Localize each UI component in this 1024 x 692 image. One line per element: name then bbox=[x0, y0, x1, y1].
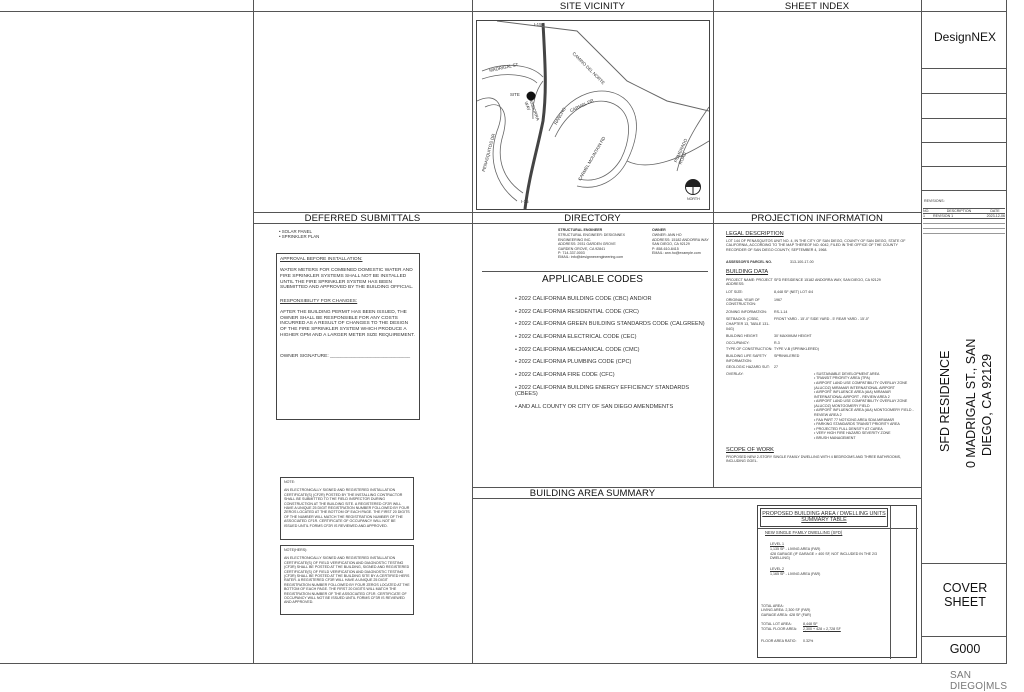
engineer-line: GARDEN GROVE, CA 92841 bbox=[558, 246, 606, 251]
company-name: DesignNEX bbox=[933, 30, 997, 44]
col-divider-3 bbox=[713, 0, 714, 487]
directory-divider bbox=[482, 271, 708, 272]
frame-right bbox=[1006, 0, 1007, 664]
engineer-line: ADDRESS: 2931 GARDEN GROVE bbox=[558, 242, 616, 247]
area-table-title-box bbox=[760, 508, 888, 527]
label-i15-top: I-15 bbox=[534, 22, 542, 27]
building-row: ORIGINAL YEAR OF CONSTRUCTION: 1967 bbox=[726, 297, 782, 307]
engineer-line: P: 714-337-0003 bbox=[558, 251, 585, 256]
directory-owner bbox=[652, 228, 710, 255]
level1-title: LEVEL 1 bbox=[770, 542, 785, 546]
owner-line: P: 858-610-8415 bbox=[652, 246, 679, 251]
area-summary-box bbox=[757, 505, 917, 658]
label-camino-del-norte: CAMINO DEL NORTE bbox=[571, 51, 606, 86]
sheet-index-header: SHEET INDEX bbox=[784, 1, 850, 12]
total-floor-value: 2,300 + 428 = 2,728 SF bbox=[803, 626, 841, 631]
projection-info bbox=[726, 231, 916, 463]
north-arrow bbox=[686, 180, 701, 187]
far-label: FLOOR AREA RATIO: bbox=[761, 639, 797, 644]
label-madrigal-st: MADRIGAL ST bbox=[488, 61, 519, 74]
project-title-block bbox=[924, 330, 1006, 470]
level1 bbox=[770, 542, 890, 561]
projection-information-header: PROJECTION INFORMATION bbox=[751, 213, 883, 224]
sheet-title-line-1: COVER bbox=[942, 581, 988, 595]
owner-title: OWNER bbox=[652, 228, 666, 232]
note2-box bbox=[280, 545, 414, 615]
deferred-item: • SPRINKLER PLAN bbox=[279, 234, 320, 240]
responsibility-title: RESPONSIBILITY FOR CHANGES: bbox=[280, 298, 358, 304]
vicinity-map-svg bbox=[477, 21, 709, 209]
legal-title: LEGAL DESCRIPTION bbox=[726, 231, 784, 237]
building-row: GEOLOGIC HAZARD SUT: 27 bbox=[726, 365, 778, 370]
mls-watermark: SAN DIEGO|MLS bbox=[950, 670, 1008, 692]
engineer-line: EMAIL: info@designnexengineering.com bbox=[558, 255, 624, 260]
level2 bbox=[770, 567, 890, 577]
approval-title: APPROVAL BEFORE INSTALLATION: bbox=[280, 257, 363, 262]
note1-box bbox=[280, 477, 414, 540]
code-item: • 2022 CALIFORNIA FIRE CODE (CFC) bbox=[515, 372, 615, 379]
rev-row-date: 2023-12-06 bbox=[986, 214, 1005, 218]
code-item: • 2022 CALIFORNIA GREEN BUILDING STANDARDS CODE (CALGREEN) bbox=[515, 321, 705, 328]
area-subtitle: NEW SINGLE FAMILY DWELLING (SFD) bbox=[765, 530, 843, 535]
rev-header-no: NO. bbox=[923, 209, 930, 213]
col-divider-1 bbox=[253, 0, 254, 664]
deferred-item: • SOLAR PANEL bbox=[279, 229, 312, 234]
engineer-title: STRUCTURAL ENGINEER bbox=[558, 228, 603, 232]
deferred-list bbox=[279, 229, 319, 240]
label-site: SITE bbox=[510, 92, 520, 97]
rev-row-no: 1 bbox=[923, 214, 925, 218]
label-north: NORTH bbox=[687, 197, 700, 201]
level2-line: 1,165 SF - LIVING AREA (FAR) bbox=[770, 572, 821, 577]
codes-list bbox=[515, 296, 711, 416]
label-pomerado-road: POMERADO ROAD bbox=[673, 137, 689, 166]
area-table-title: PROPOSED BUILDING AREA / DWELLING UNITS SUMMARY TABLE bbox=[762, 511, 886, 524]
owner-line: EMAIL: ann.ho@example.com bbox=[652, 251, 701, 256]
total-lot-label: TOTAL LOT AREA: bbox=[761, 622, 792, 627]
label-i15-bottom: I-15 bbox=[521, 199, 529, 204]
sheet-title bbox=[924, 581, 1006, 609]
owner-line: ADDRESS: 15182 ANDORRA WAY bbox=[652, 237, 709, 242]
code-item: • 2022 CALIFORNIA PLUMBING CODE (CPC) bbox=[515, 359, 632, 366]
code-item: • 2022 CALIFORNIA MECHANICAL CODE (CMC) bbox=[515, 346, 640, 353]
applicable-codes-header: APPLICABLE CODES bbox=[541, 274, 644, 285]
total-area-label: TOTAL AREA: bbox=[761, 604, 784, 608]
building-area-summary-header: BUILDING AREA SUMMARY bbox=[529, 488, 656, 499]
building-data-title: BUILDING DATA bbox=[726, 268, 769, 275]
building-row: PROJECT NAME: PROJECT ADDRESS: SFD RESIDENCE 15182 ANDORRA WAY, SAN DIEGO, CA 92129 bbox=[726, 277, 881, 287]
building-row: OCCUPANCY: R-3 bbox=[726, 340, 780, 345]
label-rancho: RANCHO bbox=[553, 106, 567, 126]
apn-value: 313-100-17-00 bbox=[790, 260, 814, 265]
code-item: • 2022 CALIFORNIA RESIDENTIAL CODE (CRC) bbox=[515, 308, 639, 315]
area-totals bbox=[761, 604, 889, 643]
living-area: LIVING AREA: 2,300 SF (FAR) bbox=[761, 608, 811, 613]
deferred-submittals-header: DEFERRED SUBMITTALS bbox=[304, 213, 421, 224]
building-row: BUILDING HEIGHT: 30' MAXIMUM HEIGHT bbox=[726, 334, 812, 339]
project-name: SFD RESIDENCE bbox=[938, 350, 952, 452]
garage-area: GARAGE AREA: 428 SF (FAR) bbox=[761, 612, 811, 617]
approval-text: WATER METERS FOR COMBINED DOMESTIC WATER AND FIRE SPRINKLER SYSTEMS SHALL NOT BE INSTALLED UNTIL THE FIRE SPRINKLER SYSTEM HAS BEEN SUBMITTED AND APPROVED BY THE BUILDING OFFICIAL. bbox=[280, 268, 414, 291]
directory-engineer bbox=[558, 228, 648, 260]
legal-text: LOT 144 OF PENASQUITOS UNIT NO. 4, IN THE CITY OF SAN DIEGO, COUNTY OF SAN DIEGO, STATE OF CALIFORNIA, ACCORDING TO THE MAP THEREOF NO. 6042, FILED IN THE OFFICE OF THE COUNTY RECORDER OF SAN DIEGO COUNTY, SEPTEMBER 4, 1968. bbox=[726, 239, 906, 252]
address-line-2: DIEGO, CA 92129 bbox=[980, 353, 994, 456]
note1-title: NOTE: bbox=[284, 480, 295, 484]
level2-title: LEVEL 2 bbox=[770, 567, 785, 571]
responsibility-text: AFTER THE BUILDING PERMIT HAS BEEN ISSUED, THE OWNER SHALL BE RESPONSIBLE FOR ANY COSTS INCURRED AS A RESULT OF CHANGES TO THE DESIGN OF THE FIRE SPRINKLER SYSTEM WHICH PRODUCE A HIGHER GPM AND A LARGER METER SIZE REQUIREMENT. bbox=[280, 310, 415, 338]
building-row: LOT SIZE: 8,448 SF (NET) LOT 4/4 bbox=[726, 290, 814, 294]
note1-text: AN ELECTRONICALLY SIGNED AND REGISTERED INSTALLATION CERTIFICATE(S) (CF2R) POSTED BY THE INSTALLING CONTRACTOR SHALL BE SUBMITTED TO THE FIELD INSPECTOR DURING CONSTRUCTION AT THE BUILDING SITE. A REGISTERED CF2R WILL HAVE A UNIQUE 25 DIGIT REGISTRATION NUMBER FOLLOWED BY FOUR ZEROS LOCATED AT THE BOTTOM OF EACH PAGE. THE FIRST 20 DIGITS OF THE NUMBER WILL MATCH THE REGISTRATION NUMBER OF THE ASSOCIATED CF1R. CERTIFICATE OF OCCUPANCY WILL NOT BE ISSUED UNTIL FORMS CF2R IS REVIEWED AND APPROVED. bbox=[284, 488, 410, 528]
note2-title: NOTE(HERS): bbox=[284, 548, 308, 552]
revisions-table bbox=[923, 208, 1005, 234]
level1-line: 428 GARAGE (IF GARAGE > 400 SF, NOT INCLUDED IN THE 2/3 DWELLING) bbox=[770, 551, 878, 561]
building-row: OVERLAY: • SUSTAINABLE DEVELOPMENT AREA • TRANSIT PRIORITY AREA (TPA) • AIRPORT LAND USE COMPATIBILITY OVERLAY ZONE (ALUCOZ) MIRAMAR INTERNATIONAL AIRPORT • AIRPORT INFLUENCE AREA (AIA) MIRAMAR INTERNATIONAL AIRPORT - REVIEW AREA 2 • AIRPORT LAND USE COMPATIBILITY OVERLAY ZONE (ALUCOZ) MONTGOMERY FIELD • AIRPORT INFLUENCE AREA (AIA) MONTGOMERY FIELD - REVIEW AREA 2 • FAA PART 77 NOTICING AREA SDIA MIRAMAR • PARKING STANDARDS TRANSIT PRIORITY AREA • PROJECTED FULL DENSITY AT CAREA • VERY HIGH FIRE HAZARD SEVERITY ZONE • BRUSH MANAGEMENT bbox=[726, 371, 914, 441]
apn-label: ASSESSOR'S PARCEL NO. bbox=[726, 260, 773, 265]
label-penasquitos-dr: PENASQUITOS DR bbox=[481, 133, 496, 173]
code-item: • 2022 CALIFORNIA BUILDING ENERGY EFFICIENCY STANDARDS (CBEES) bbox=[515, 384, 690, 397]
code-item: • 2022 CALIFORNIA ELECTRICAL CODE (CEC) bbox=[515, 334, 637, 341]
penasquitos-road bbox=[477, 98, 517, 201]
rev-header-desc: DESCRIPTION bbox=[946, 209, 972, 213]
owner-line: OWNER: ANN HO bbox=[652, 233, 682, 238]
engineer-line: STRUCTURAL ENGINEER: DESIGNNEX ENGINEERING INC. bbox=[558, 233, 625, 242]
label-carmel-mountain-rd: CARMEL MOUNTAIN RD bbox=[577, 135, 607, 182]
building-row: SETBACKS: (CSBC, CHAPTER 13, TABLE 131-04G) FRONT YARD - 15'-0" SIDE YARD - 5' REAR YARD - 15'-0" bbox=[726, 317, 870, 331]
col-divider-2 bbox=[472, 0, 473, 664]
directory-header: DIRECTORY bbox=[564, 213, 621, 224]
building-row: ZONING INFORMATION: RS-1-14 bbox=[726, 309, 788, 314]
building-row: TYPE OF CONSTRUCTION: TYPE V-B (SPRINKLERED) bbox=[726, 347, 819, 352]
code-item: • 2022 CALIFORNIA BUILDING CODE (CBC) AND/OR bbox=[515, 296, 652, 302]
code-item: • AND ALL COUNTY OR CITY OF SAN DIEGO AMENDMENTS bbox=[515, 403, 674, 410]
total-floor-label: TOTAL FLOOR AREA: bbox=[761, 626, 798, 631]
address-line-1: 0 MADRIGAL ST., SAN bbox=[964, 338, 978, 468]
scope-text: PROPOSED NEW 2-STORY SINGLE FAMILY DWELLING WITH 4 BEDROOMS AND THREE BATHROOMS, INCLUDING GGEL. bbox=[726, 454, 902, 464]
scope-title: SCOPE OF WORK bbox=[726, 446, 774, 453]
owner-signature: OWNER SIGNATURE: ______________________________ bbox=[280, 354, 411, 360]
rev-row-desc: REVISION 1 bbox=[933, 214, 954, 218]
frame-bottom bbox=[0, 663, 1007, 664]
label-carmel-dr: CARMEL DR bbox=[569, 97, 595, 114]
sheet-title-line-2: SHEET bbox=[944, 595, 986, 609]
level1-line: 1,135 SF - LIVING AREA (FAR) bbox=[770, 547, 821, 552]
site-vicinity-header: SITE VICINITY bbox=[559, 1, 626, 12]
far-value: 0.32% bbox=[803, 639, 814, 644]
sheet-number: G000 bbox=[949, 642, 981, 656]
rev-header-date: DATE bbox=[990, 209, 1000, 213]
total-lot-value: 8,448 SF bbox=[803, 622, 818, 627]
col-divider-4 bbox=[921, 0, 922, 664]
building-row: BUILDING LIFE SAFETY INFORMATION: SPRINKLERED bbox=[726, 353, 800, 363]
revisions-title: REVISIONS: bbox=[924, 199, 945, 203]
approval-box bbox=[276, 253, 420, 420]
owner-line: SAN DIEGO, CA 92129 bbox=[652, 242, 690, 247]
vicinity-map bbox=[476, 20, 710, 210]
label-andorra-way: ANDORRA WAY bbox=[523, 99, 541, 122]
note2-text: AN ELECTRONICALLY SIGNED AND REGISTERED INSTALLATION CERTIFICATE(S) OF FIELD VERIFICATION AND DIAGNOSTIC TESTING (CF3R) SHALL BE POSTED AT THE BUILDING, SIGNED AND REGISTERED CERTIFICATE(S) OF FIELD VERIFICATION AND DIAGNOSTIC TESTING (CF3R) SHALL BE POSTED AT THE BUILDING SITE BY A CERTIFIED HERS RATER. A REGISTERED CF3R WILL HAVE A UNIQUE 25 DIGIT REGISTRATION NUMBER FOLLOWED BY FOUR ZEROS LOCATED AT THE BOTTOM OF EACH PAGE. THE FIRST 20 DIGITS WILL MATCH THE REGISTRATION NUMBER OF THE ASSOCIATED CF1R. CERTIFICATE OF OCCUPANCY WILL NOT BE ISSUED UNTIL FORMS CF3R IS REVIEWED AND APPROVED. bbox=[284, 556, 410, 605]
